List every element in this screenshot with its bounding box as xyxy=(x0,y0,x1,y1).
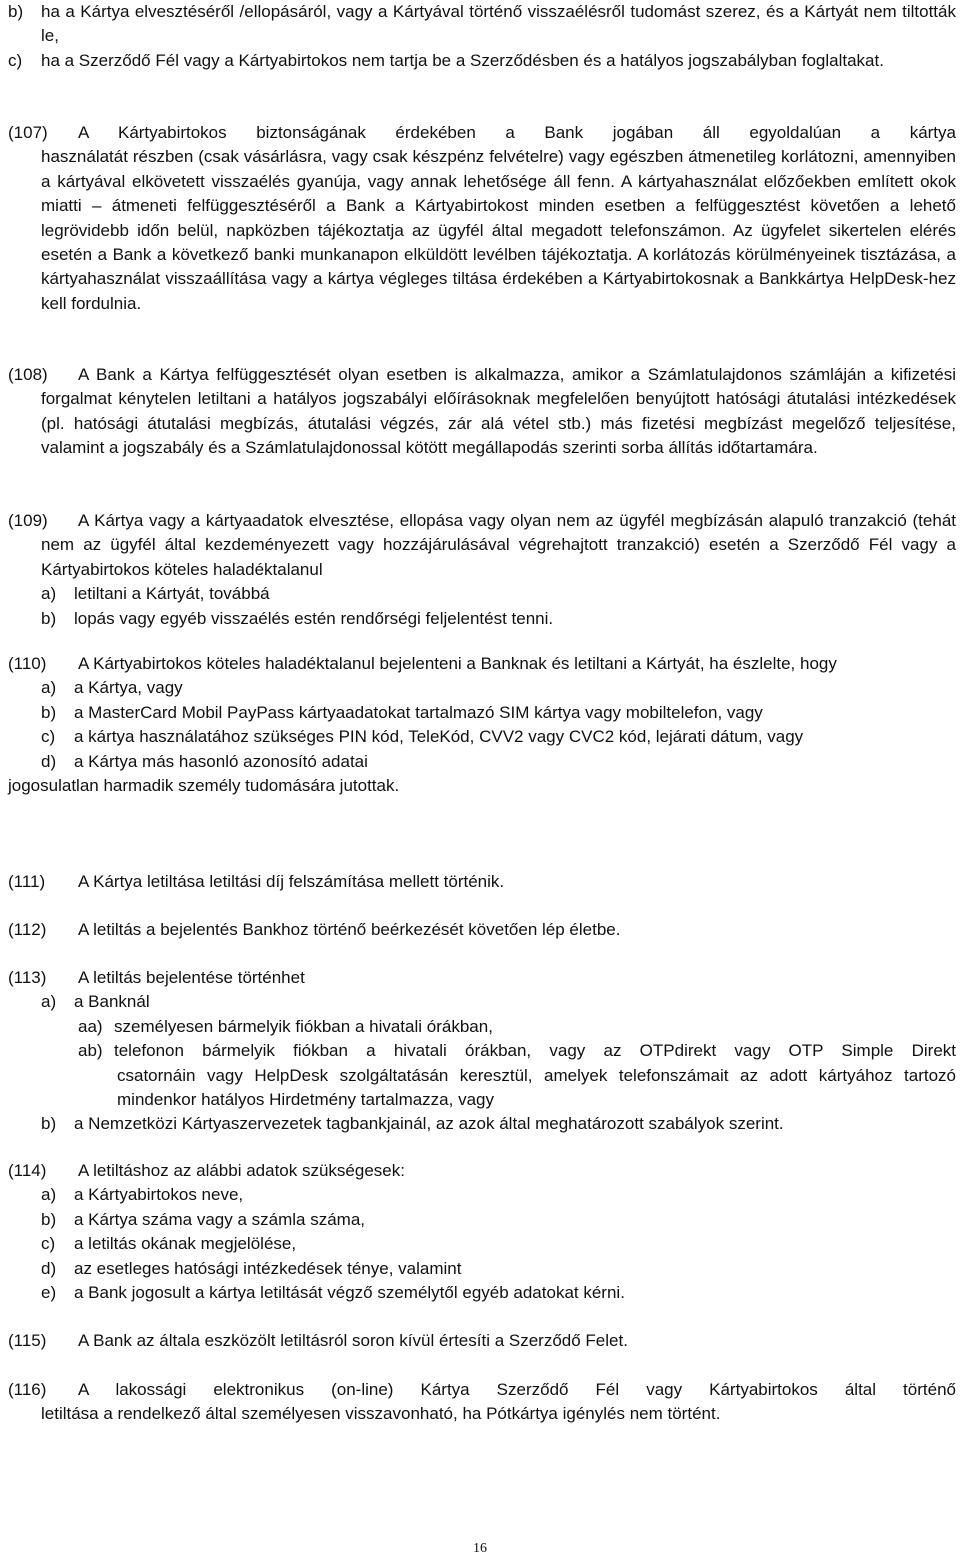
section-number: (114) xyxy=(8,1161,47,1180)
list-label: d) xyxy=(41,1258,57,1278)
section-number: (112) xyxy=(8,920,47,939)
list-label: c) xyxy=(8,50,23,70)
section-text: A Kártya vagy a kártyaadatok elvesztése, ellopása vagy olyan nem az ügyfél megbízásán alapuló tranzakció (tehát nem az ügyfél által kezdeményezett vagy hozzájárulásával végrehajtott tranzakció) esetén a Szerződő Fél vagy a Kártyabirtokos köteles haladéktalanul xyxy=(41,511,956,579)
section-first-line: A Kártyabirtokos biztonságának érdekében a Bank jogában áll egyoldalúan a kártya xyxy=(78,123,956,142)
section-108 xyxy=(8,363,956,461)
sub-list-text: telefonon bármelyik fiókban a hivatali órákban, vagy az OTPdirekt vagy OTP Simple Direkt xyxy=(114,1041,956,1061)
section-110 xyxy=(8,652,956,798)
list-item xyxy=(8,0,956,49)
sub-list-item xyxy=(8,1015,956,1039)
list-text: a Kártyabirtokos neve, xyxy=(74,1185,244,1205)
intro-list xyxy=(8,0,956,73)
list-label: d) xyxy=(41,751,57,771)
list-label: c) xyxy=(41,1234,56,1254)
section-text: A Kártyabirtokos köteles haladéktalanul bejelenteni a Banknak és letiltani a Kártyát, ha észlelte, hogy xyxy=(78,654,837,673)
section-text: A Kártya letiltása letiltási díj felszámítása mellett történik. xyxy=(78,872,505,891)
list-text: a Kártya száma vagy a számla száma, xyxy=(74,1209,366,1229)
section-number: (116) xyxy=(8,1380,47,1399)
section-text: használatát részben (csak vásárlásra, vagy csak készpénz felvételre) vagy egészben átmenetileg korlátozni, amennyiben a kártyával elkövetett visszaélés gyanúja, vagy annak lehetősége áll fenn. A kártyahasználat előzőekben említett okok miatti – átmeneti felfüggesztéséről a Bank a Kártyabirtokost minden esetben a felfüggesztést követően a lehető legrövidebb időn belül, napközben tájékoztatja az ügyfél által megadott telefonszámon. Az ügyfelet sikertelen elérés esetén a Bank a következő banki munkanapon elküldött levélben tájékoztatja. A korlátozás körülményeinek tisztázása, a kártyahasználat visszaállítása vagy a kártya végleges tiltása érdekében a Kártyabirtokosnak a Bankkártya HelpDesk-hez kell fordulnia. xyxy=(41,147,956,313)
list-text: ha a Szerződő Fél vagy a Kártyabirtokos nem tartja be a Szerződésben és a hatályos jogszabályban foglaltakat. xyxy=(41,50,884,70)
list-text: a Banknál xyxy=(74,992,150,1012)
section-113 xyxy=(8,966,956,1137)
list-text: letiltani a Kártyát, továbbá xyxy=(74,584,270,604)
list-text: a Kártya más hasonló azonosító adatai xyxy=(74,751,368,771)
list-text: lopás vagy egyéb visszaélés estén rendőrségi feljelentést tenni. xyxy=(74,608,554,628)
section-closing: jogosulatlan harmadik személy tudomására jutottak. xyxy=(8,776,400,796)
section-text: A Bank a Kártya felfüggesztését olyan esetben is alkalmazza, amikor a Számlatulajdonos számláján a kifizetési forgalmat kénytelen letiltani a hatályos jogszabályi előírásoknak megfelelően benyújtott hatósági átutalási intézkedések (pl. hatósági átutalási megbízás, átutalási végzés, zár alá vétel stb.) más fizetési megbízást megelőző teljesítése, valamint a jogszabály és a Számlatulajdonossal kötött megállapodás szerinti sorba állítás időtartamára. xyxy=(41,365,956,458)
list-label: a) xyxy=(41,1185,57,1205)
list-item xyxy=(8,725,956,749)
list-text: a letiltás okának megjelölése, xyxy=(74,1234,297,1254)
sub-list-label: ab) xyxy=(78,1041,103,1061)
section-107 xyxy=(8,121,956,316)
list-item xyxy=(8,1112,956,1136)
list-item xyxy=(8,750,956,774)
list-label: b) xyxy=(41,1114,57,1134)
section-115 xyxy=(8,1329,956,1353)
section-text: A letiltáshoz az alábbi adatok szükségesek: xyxy=(78,1161,405,1180)
list-label: e) xyxy=(41,1283,57,1303)
list-label: b) xyxy=(8,2,24,21)
list-text: a Bank jogosult a kártya letiltását végző személytől egyéb adatokat kérni. xyxy=(74,1283,625,1303)
page-number: 16 xyxy=(473,1541,487,1556)
sub-list-label: aa) xyxy=(78,1016,103,1036)
list-item xyxy=(8,990,956,1014)
list-item xyxy=(8,1183,956,1207)
sub-list-text-continued: csatornáin vagy HelpDesk szolgáltatásán keresztül, amelyek telefonszámait az adott kártyához tartozó mindenkor hatályos Hirdetmény tartalmazza, vagy xyxy=(117,1065,956,1110)
section-text: A letiltás a bejelentés Bankhoz történő beérkezését követően lép életbe. xyxy=(78,920,621,939)
section-number: (109) xyxy=(8,511,48,530)
list-item xyxy=(8,607,956,631)
list-text: a Kártya, vagy xyxy=(74,678,183,698)
list-item xyxy=(8,1257,956,1281)
list-item xyxy=(8,1232,956,1256)
sub-list-item xyxy=(8,1039,956,1063)
list-text: a Nemzetközi Kártyaszervezetek tagbankjainál, az azok által meghatározott szabályok szerint. xyxy=(74,1114,784,1134)
list-label: b) xyxy=(41,702,57,722)
list-label: b) xyxy=(41,608,57,628)
sub-list-text: személyesen bármelyik fiókban a hivatali órákban, xyxy=(114,1016,493,1036)
section-114 xyxy=(8,1159,956,1305)
list-label: a) xyxy=(41,584,57,604)
list-label: a) xyxy=(41,992,57,1012)
list-text: az esetleges hatósági intézkedések ténye, valamint xyxy=(74,1258,462,1278)
section-number: (108) xyxy=(8,365,48,384)
list-label: b) xyxy=(41,1209,57,1229)
section-number: (113) xyxy=(8,968,47,987)
section-number: (107) xyxy=(8,123,48,142)
list-item xyxy=(8,1281,956,1305)
section-text: A Bank az általa eszközölt letiltásról soron kívül értesíti a Szerződő Felet. xyxy=(78,1331,628,1350)
section-number: (115) xyxy=(8,1331,47,1350)
section-116 xyxy=(8,1378,956,1427)
list-item xyxy=(8,1208,956,1232)
list-item xyxy=(8,701,956,725)
section-number: (110) xyxy=(8,654,47,673)
section-number: (111) xyxy=(8,872,46,891)
section-first-line: A lakossági elektronikus (on-line) Kártya Szerződő Fél vagy Kártyabirtokos által történő xyxy=(78,1380,956,1399)
list-label: c) xyxy=(41,727,56,747)
section-text: letiltása a rendelkező által személyesen visszavonható, ha Pótkártya igénylés nem történt. xyxy=(41,1404,721,1424)
list-text: ha a Kártya elvesztéséről /ellopásáról, vagy a Kártyával történő visszaélésről tudomást szerez, és a Kártyát nem tiltották le, xyxy=(41,2,956,46)
list-item xyxy=(8,49,956,73)
section-109 xyxy=(8,509,956,631)
list-text: a MasterCard Mobil PayPass kártyaadatokat tartalmazó SIM kártya vagy mobiltelefon, vagy xyxy=(74,702,763,722)
list-text: a kártya használatához szükséges PIN kód, TeleKód, CVV2 vagy CVC2 kód, lejárati dátum, vagy xyxy=(74,727,804,747)
list-item xyxy=(8,676,956,700)
section-111 xyxy=(8,870,956,894)
list-label: a) xyxy=(41,678,57,698)
section-112 xyxy=(8,918,956,942)
section-text: A letiltás bejelentése történhet xyxy=(78,968,305,987)
list-item xyxy=(8,582,956,606)
